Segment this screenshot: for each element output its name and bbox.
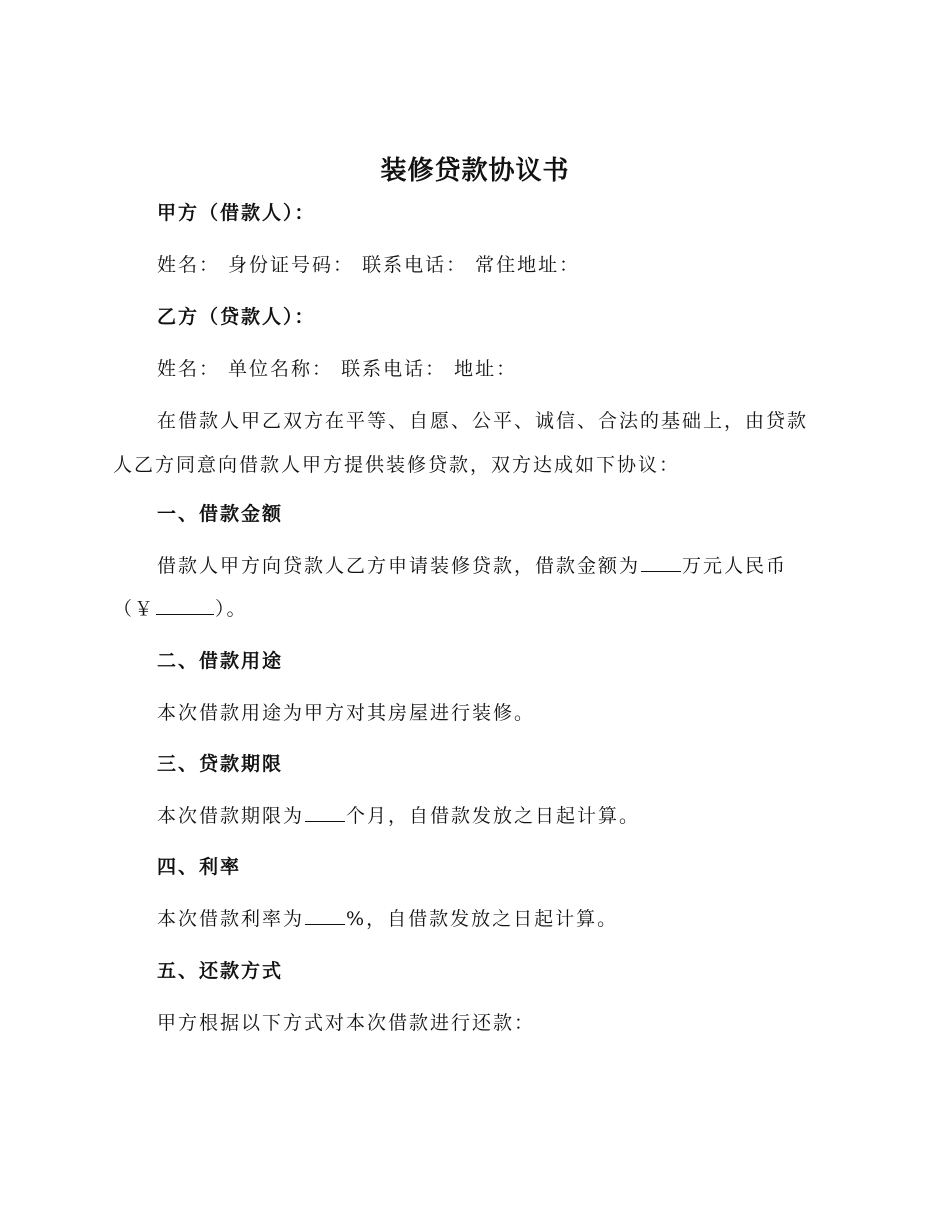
section-4-text-before: 本次借款利率为 [157, 908, 305, 930]
intro-paragraph-line-1: 在借款人甲乙双方在平等、自愿、公平、诚信、合法的基础上，由贷款 [157, 410, 809, 432]
section-4-heading: 四、利率 [157, 856, 242, 878]
document-title: 装修贷款协议书 [380, 156, 570, 186]
section-1-heading: 一、借款金额 [157, 503, 284, 525]
section-1-yuan-before: （￥ [113, 598, 156, 620]
section-2-heading: 二、借款用途 [157, 650, 284, 672]
section-3-text-after: 个月，自借款发放之日起计算。 [346, 805, 641, 827]
section-2-text: 本次借款用途为甲方对其房屋进行装修。 [157, 702, 536, 724]
section-4-text-after: %，自借款发放之日起计算。 [346, 908, 619, 930]
section-5-text: 甲方根据以下方式对本次借款进行还款： [157, 1012, 536, 1034]
intro-paragraph-line-2: 人乙方同意向借款人甲方提供装修贷款，双方达成如下协议： [113, 454, 681, 476]
term-months-blank [305, 805, 345, 822]
amount-blank [641, 555, 681, 572]
interest-rate-blank [305, 908, 345, 925]
section-1-text-after: 万元人民币 [682, 555, 788, 577]
party-a-heading: 甲方（借款人）： [157, 202, 316, 224]
section-5-heading: 五、还款方式 [157, 960, 284, 982]
section-1-yuan-after: ）。 [215, 598, 248, 620]
party-b-fields: 姓名： 单位名称： 联系电话： 地址： [157, 358, 518, 380]
party-a-fields: 姓名： 身份证号码： 联系电话： 常住地址： [157, 254, 581, 276]
section-1-text-line-2 [113, 594, 248, 621]
section-3-heading: 三、贷款期限 [157, 753, 284, 775]
yuan-amount-blank [156, 598, 214, 615]
section-1-text-line-1 [157, 551, 787, 578]
section-3-text [157, 801, 640, 828]
section-4-text [157, 904, 618, 931]
party-b-heading: 乙方（贷款人）： [157, 306, 316, 328]
section-1-text-before: 借款人甲方向贷款人乙方申请装修贷款，借款金额为 [157, 555, 641, 577]
section-3-text-before: 本次借款期限为 [157, 805, 305, 827]
